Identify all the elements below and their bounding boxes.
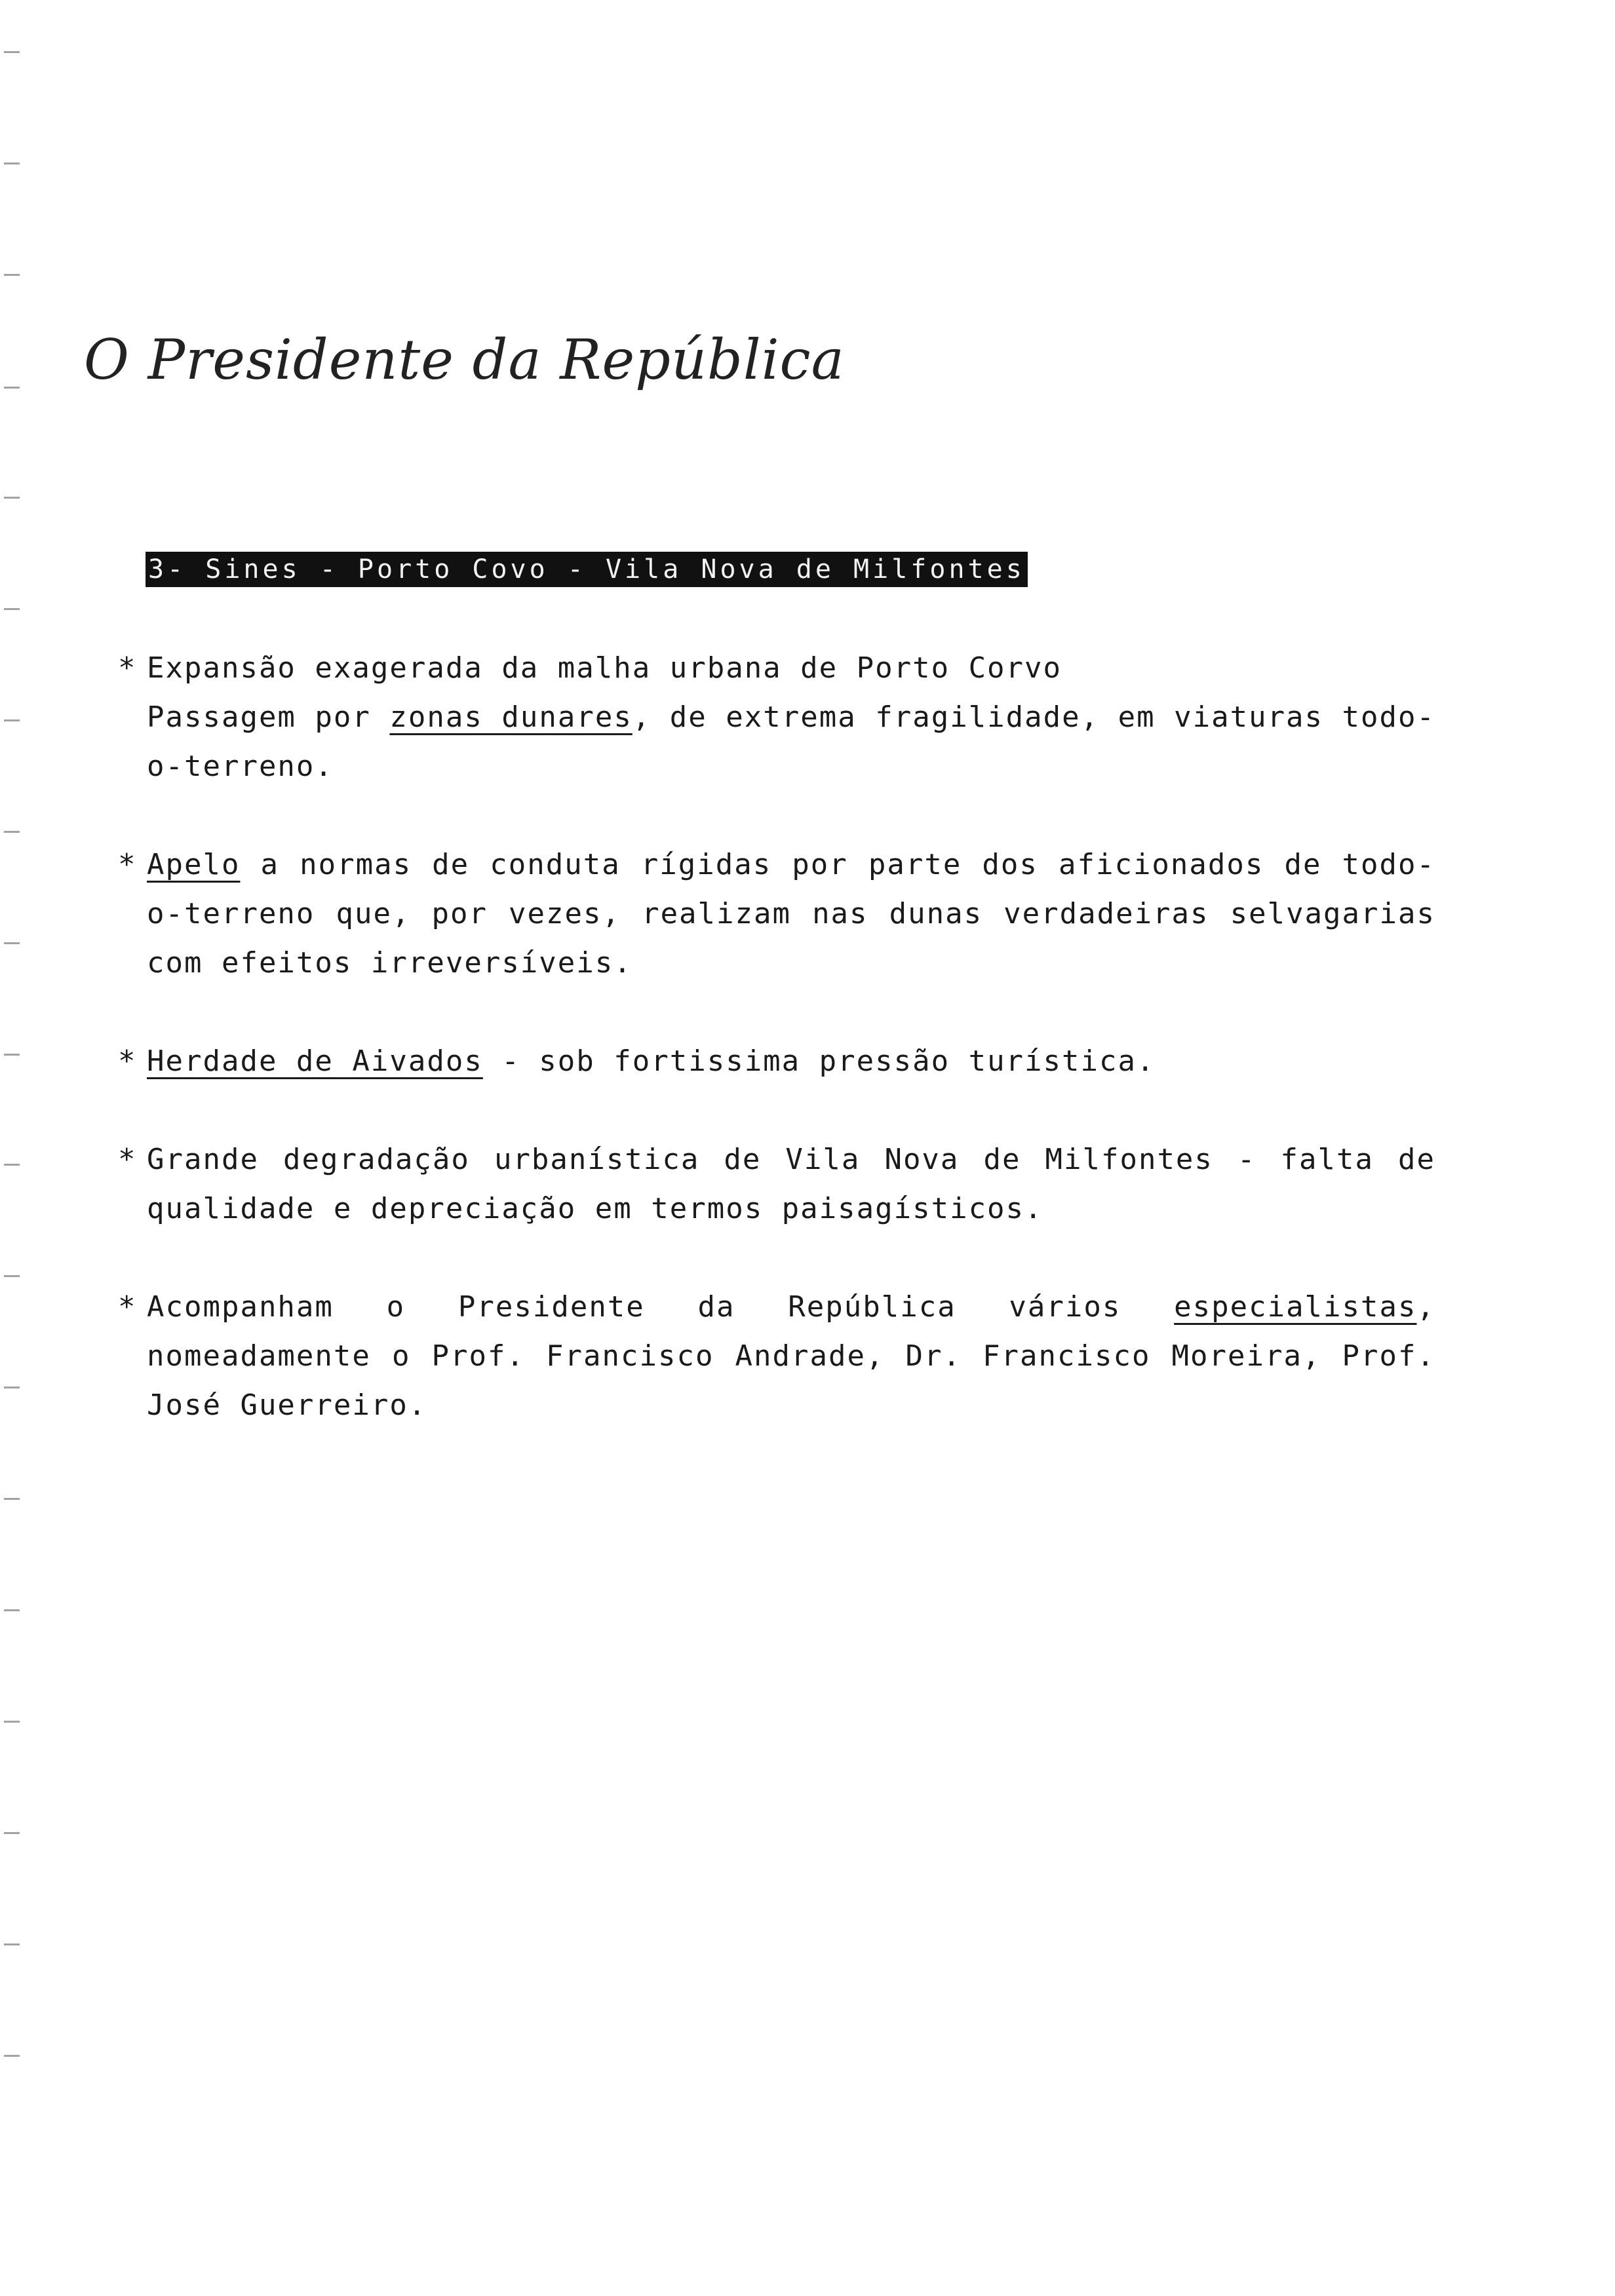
item-text: Passagem por bbox=[147, 700, 390, 734]
edge-mark bbox=[4, 51, 20, 53]
edge-mark bbox=[4, 608, 20, 610]
bullet: * bbox=[118, 1044, 137, 1078]
edge-mark bbox=[4, 1164, 20, 1166]
edge-mark bbox=[4, 1387, 20, 1388]
item-paragraph: Grande degradação urbanística de Vila Nova de Milfontes - falta de qualidade e depreciação em termos paisagísticos. bbox=[147, 1143, 1435, 1225]
section-heading: 3- Sines - Porto Covo - Vila Nova de Milfontes bbox=[146, 552, 1028, 587]
underlined-text: Apelo bbox=[147, 848, 241, 881]
bullet: * bbox=[118, 1290, 137, 1324]
item-text: - sob fortissima pressão turística. bbox=[482, 1044, 1156, 1078]
document-body bbox=[118, 643, 1435, 1479]
item-line bbox=[147, 643, 1435, 693]
edge-mark bbox=[4, 1832, 20, 1834]
underlined-text: especialistas bbox=[1174, 1290, 1417, 1324]
list-item bbox=[118, 840, 1435, 987]
underlined-text: Herdade de Aivados bbox=[147, 1044, 483, 1078]
edge-mark bbox=[4, 1275, 20, 1277]
item-line bbox=[147, 693, 1435, 791]
edge-mark bbox=[4, 942, 20, 944]
edge-mark bbox=[4, 1498, 20, 1500]
item-paragraph bbox=[147, 840, 1435, 987]
edge-mark bbox=[4, 831, 20, 833]
edge-mark bbox=[4, 274, 20, 276]
letterhead: O Presidente da República bbox=[84, 328, 845, 392]
item-text: Expansão exagerada da malha urbana de Porto Corvo bbox=[147, 651, 1062, 685]
list-item bbox=[118, 1135, 1435, 1233]
list-item bbox=[118, 1282, 1435, 1430]
edge-mark bbox=[4, 719, 20, 721]
item-paragraph bbox=[147, 1282, 1435, 1430]
list-item bbox=[118, 1037, 1435, 1086]
edge-mark bbox=[4, 387, 20, 389]
item-text: Acompanham o Presidente da República vários bbox=[147, 1290, 1175, 1324]
edge-mark bbox=[4, 1054, 20, 1056]
edge-mark bbox=[4, 497, 20, 499]
item-text: , nomeadamente o Prof. Francisco Andrade, Dr. Francisco Moreira, Prof. José Guerreiro. bbox=[147, 1290, 1435, 1422]
edge-mark bbox=[4, 163, 20, 164]
edge-mark bbox=[4, 2055, 20, 2057]
item-text: , de extrema fragilidade, em viaturas todo-o-terreno. bbox=[147, 700, 1435, 783]
item-paragraph bbox=[147, 1037, 1435, 1086]
item-text: a normas de conduta rígidas por parte dos aficionados de todo-o-terreno que, por vezes, realizam nas dunas verdadeiras selvagarias com efeitos irreversíveis. bbox=[147, 848, 1435, 980]
bullet: * bbox=[118, 651, 137, 685]
edge-mark bbox=[4, 1721, 20, 1723]
edge-mark bbox=[4, 1943, 20, 1945]
bullet: * bbox=[118, 848, 137, 881]
edge-mark bbox=[4, 1609, 20, 1611]
list-item bbox=[118, 643, 1435, 791]
bullet: * bbox=[118, 1143, 137, 1176]
underlined-text: zonas dunares bbox=[389, 700, 632, 734]
